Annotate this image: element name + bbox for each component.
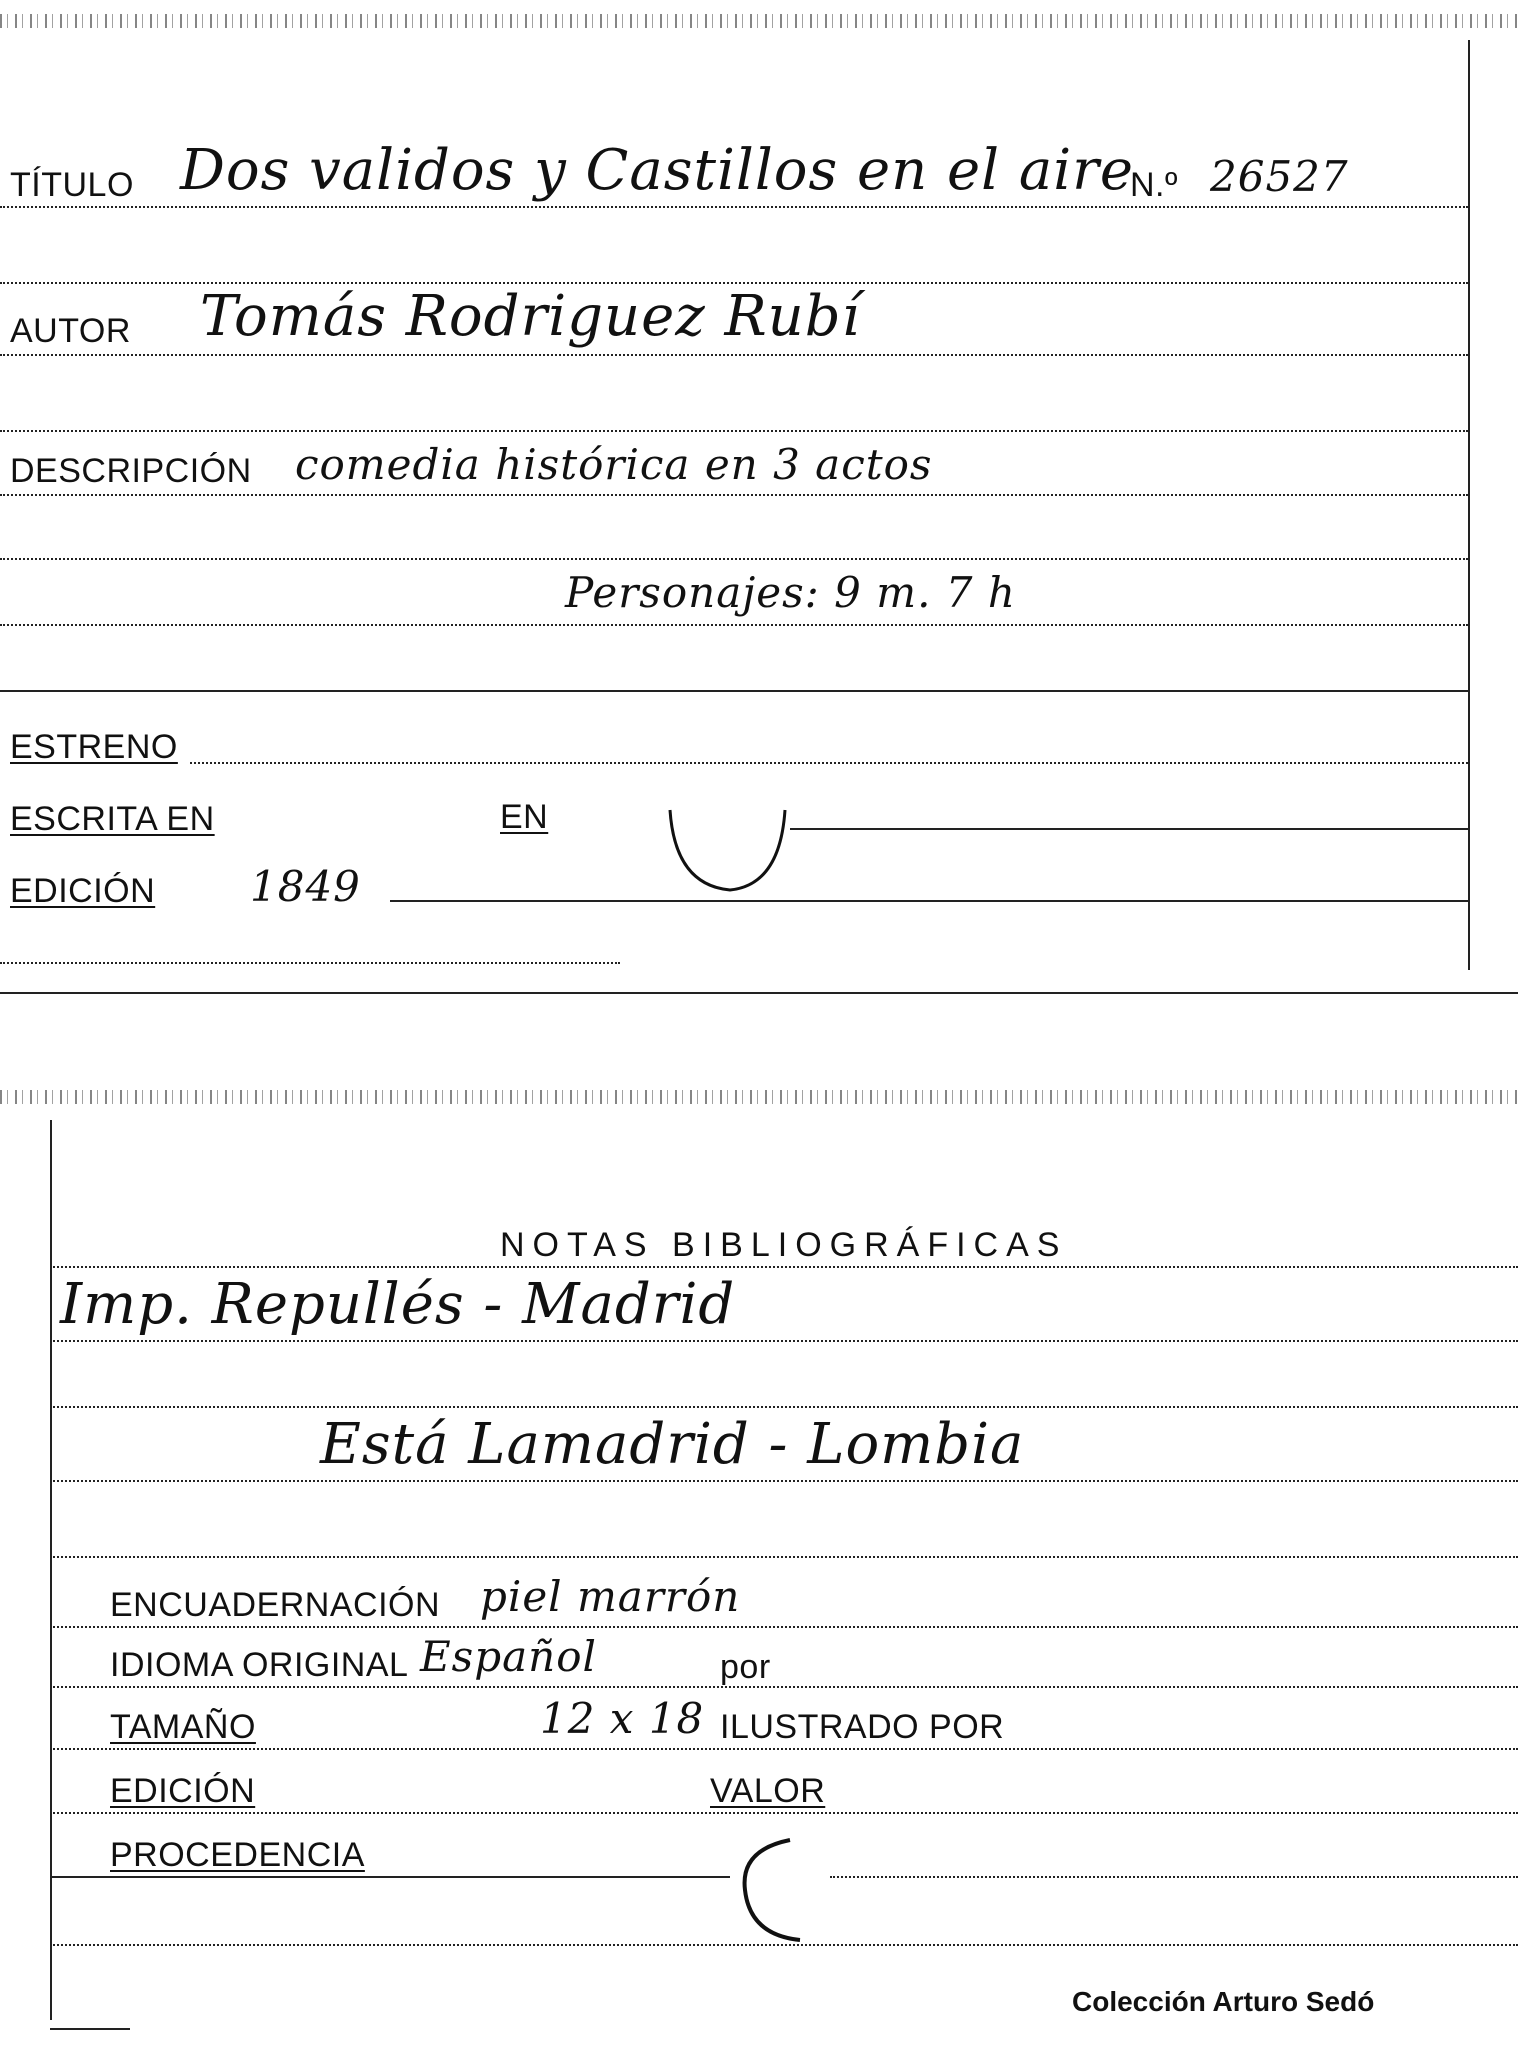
bottom-blank-line [50,1944,1518,1946]
top-card [0,0,1518,1000]
edicion-label: EDICIÓN [10,872,156,910]
bottom-card-foot [50,2028,130,2030]
titulo-label: TÍTULO [10,166,134,204]
valor-label: VALOR [710,1772,826,1810]
top-card-bottom-border [0,992,1518,994]
bottom-card-edge-noise [0,1090,1518,1104]
tamano-line [50,1748,1518,1750]
blank-line-2 [0,430,1468,432]
top-card-edge-noise [0,14,1518,28]
coleccion-stamp: Colección Arturo Sedó [1072,1986,1375,2017]
encuadernacion-value: piel marrón [480,1572,741,1621]
nota-blank-line [50,1406,1518,1408]
tamano-label: TAMAÑO [110,1708,256,1746]
descripcion-value: comedia histórica en 3 actos [295,440,933,489]
edicion-line-bottom [50,1812,1518,1814]
idioma-value: Español [420,1632,597,1681]
notas-heading: NOTAS BIBLIOGRÁFICAS [500,1226,1068,1264]
autor-line [0,354,1468,356]
procedencia-line [50,1876,730,1878]
procedencia-line-right [830,1876,1518,1878]
titulo-line [0,206,1468,208]
procedencia-label: PROCEDENCIA [110,1836,365,1874]
punch-hole-icon [660,790,800,900]
escrita-line [790,828,1468,830]
top-card-right-border [1468,40,1470,970]
nota-line-1: Imp. Repullés - Madrid [60,1272,736,1337]
estreno-label: ESTRENO [10,728,178,766]
section-divider [0,690,1468,692]
nota-line-2: Está Lamadrid - Lombia [320,1412,1025,1477]
numero-value: 26527 [1210,152,1349,201]
encuadernacion-line [50,1626,1518,1628]
descripcion-line [0,494,1468,496]
escrita-en-label: ESCRITA EN [10,800,215,838]
idioma-label: IDIOMA ORIGINAL [110,1646,409,1684]
nota-blank-line-2 [50,1556,1518,1558]
descripcion-label: DESCRIPCIÓN [10,452,252,490]
en-label: EN [500,798,549,836]
por-label: por [720,1648,771,1686]
nota-line-1-rule [50,1340,1518,1342]
edicion-label-bottom: EDICIÓN [110,1772,256,1810]
blank-line-3 [0,558,1468,560]
numero-label: N.º [1130,166,1178,204]
top-card-bottom-edge [0,962,620,964]
nota-line-2-rule [50,1480,1518,1482]
edicion-line [390,900,1468,902]
notas-heading-line [50,1266,1518,1268]
estreno-line [190,762,1468,764]
tamano-value: 12 x 18 [540,1694,705,1743]
punch-hole-icon-bottom [720,1830,830,1950]
bottom-card [0,1090,1518,2056]
personajes-line [0,624,1468,626]
ilustrado-label: ILUSTRADO POR [720,1708,1005,1746]
bottom-card-left-border [50,1120,52,2020]
idioma-line [50,1686,1518,1688]
autor-value: Tomás Rodriguez Rubí [200,284,861,349]
titulo-value: Dos validos y Castillos en el aire [180,138,1135,203]
autor-label: AUTOR [10,312,131,350]
edicion-value: 1849 [250,862,361,911]
encuadernacion-label: ENCUADERNACIÓN [110,1586,441,1624]
personajes-value: Personajes: 9 m. 7 h [565,568,1016,617]
